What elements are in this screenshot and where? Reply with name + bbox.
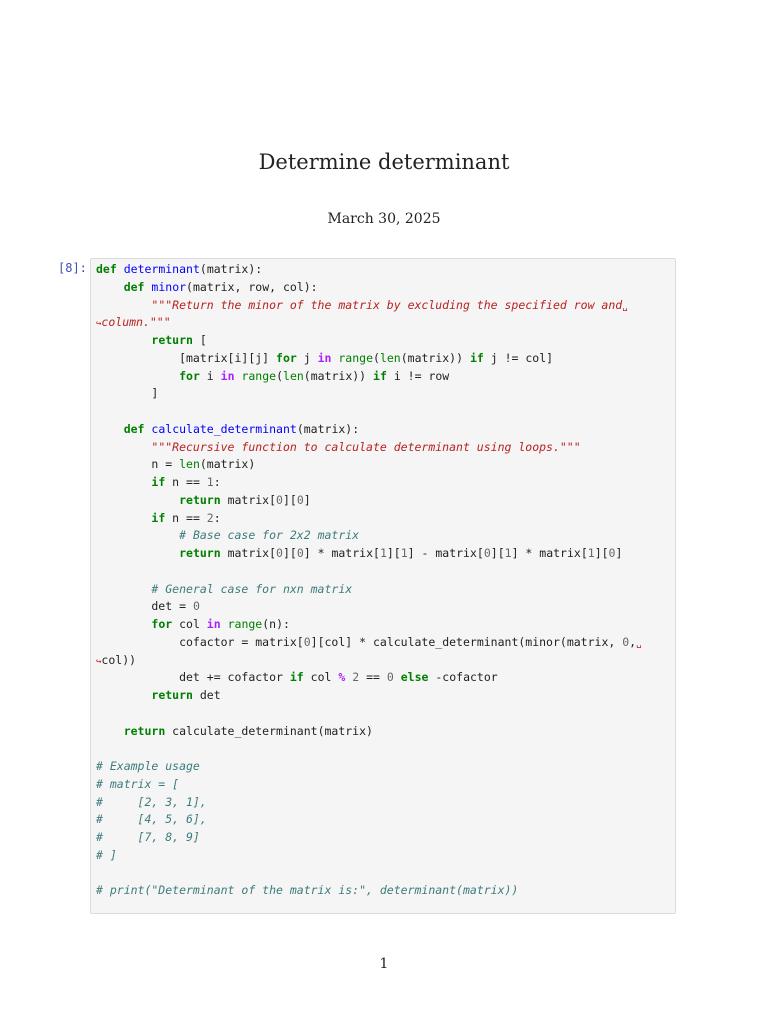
code-line: # matrix = [ [96,776,180,791]
code-line: """Return the minor of the matrix by excluding the specified row and␣ [151,297,628,312]
code-line: ↪col)) [96,652,137,667]
code-line [96,563,642,581]
code-line: # print("Determinant of the matrix is:", determinant(matrix)) [96,883,519,898]
code-line [96,403,642,421]
code-line: [matrix[i][j] for j in range(len(matrix)) if j != col] [96,350,554,365]
line-continuation-icon: ↪ [96,319,102,330]
code-line: det += cofactor if col % 2 == 0 else -cofactor [96,670,498,685]
code-line [96,865,642,883]
code-line: def minor(matrix, row, col): [123,279,318,294]
code-line: # Example usage [96,759,200,773]
code-line: # [7, 8, 9] [96,830,200,844]
code-line: return matrix[0][0] [179,492,311,507]
code-line: def determinant(matrix): [96,262,263,276]
code-line: # ] [96,847,117,862]
code-line: ↪column.""" [96,315,171,330]
code-line: return [ [151,333,207,347]
code-line: return det [151,688,221,702]
code-line: # Base case for 2x2 matrix [179,528,360,543]
code-line: n = len(matrix) [96,457,256,472]
page-number: 1 [379,956,389,972]
document-title: Determine determinant [258,150,510,174]
code-line: # [4, 5, 6], [96,812,207,827]
code-line [96,705,642,723]
line-wrap-icon: ␣ [636,638,642,649]
code-line: if n == 2: [151,510,221,525]
code-line [96,740,642,758]
code-line: # [2, 3, 1], [96,794,207,809]
code-line: # General case for nxn matrix [151,581,353,596]
code-line: det = 0 [96,599,200,614]
code-line: for col in range(n): [151,617,290,631]
code-line: for i in range(len(matrix)) if i != row [179,368,450,383]
line-wrap-icon: ␣ [622,301,628,312]
code-line: def calculate_determinant(matrix): [123,421,360,436]
document-date: March 30, 2025 [327,211,441,227]
code-line: cofactor = matrix[0][col] * calculate_determinant(minor(matrix, 0,␣ [96,634,642,649]
code-line: ] [96,386,159,401]
cell-prompt: [8]: [58,261,87,275]
code-block[interactable] [96,261,642,900]
code-line: """Recursive function to calculate determinant using loops.""" [151,439,581,454]
code-line: return calculate_determinant(matrix) [123,723,373,738]
code-line: return matrix[0][0] * matrix[1][1] - matrix[0][1] * matrix[1][0] [179,546,623,560]
line-continuation-icon: ↪ [96,656,102,667]
code-line: if n == 1: [151,475,221,489]
